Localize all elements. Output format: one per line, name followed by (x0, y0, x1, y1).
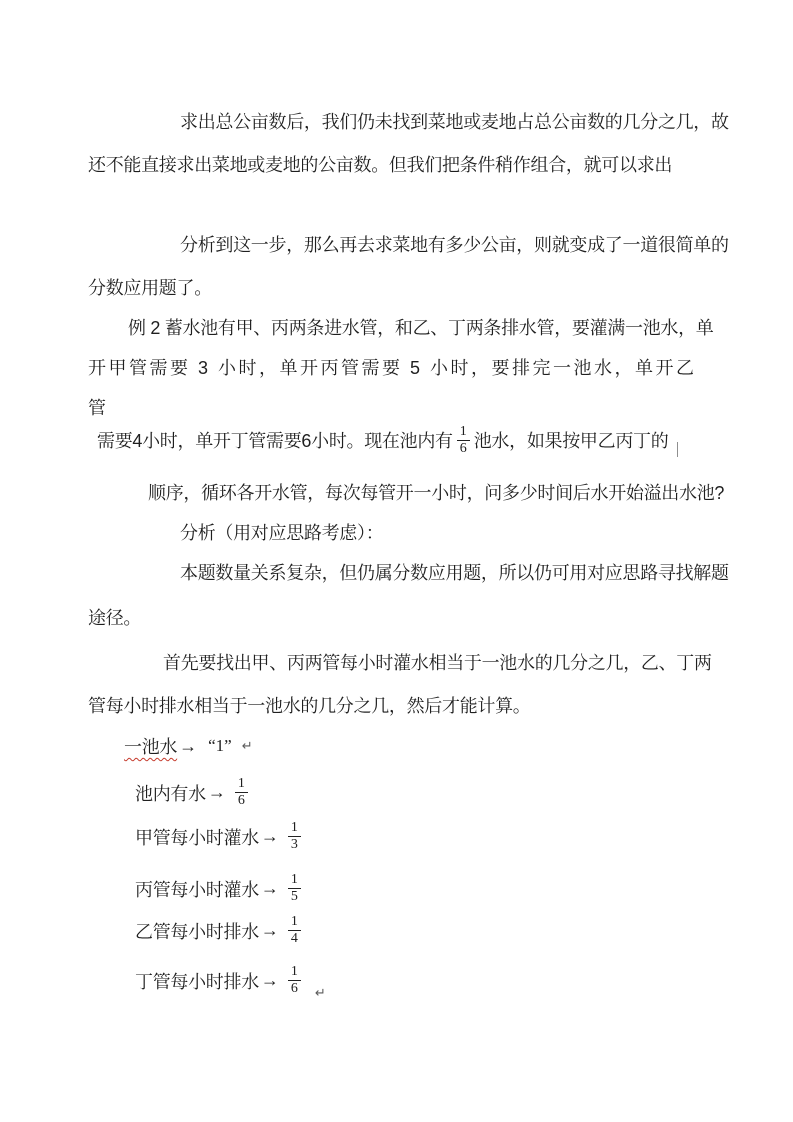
fraction-denominator: 6 (237, 793, 245, 808)
equation-text-before: 需要4小时，单开丁管需要6小时。现在池内有 (97, 430, 453, 451)
paragraph-2-line-1: 分析到这一步，那么再去求菜地有多少公亩，则就变成了一道很简单的 (180, 235, 729, 255)
arrow-icon: → (260, 878, 279, 898)
fraction-one-quarter (288, 914, 301, 947)
fraction-numerator: 1 (235, 776, 248, 793)
mapping-item-whole-pool (124, 732, 253, 760)
fraction-denominator: 4 (290, 931, 298, 946)
paragraph-7-line-2: 管每小时排水相当于一池水的几分之几，然后才能计算。 (88, 696, 531, 716)
mapping-item-pipe-ding (135, 958, 326, 1003)
fraction-numerator: 1 (288, 872, 301, 889)
mapping-label: 甲管每小时灌水 (135, 827, 259, 848)
analysis-heading-line: 分析（用对应思路考虑）： (180, 523, 384, 543)
mapping-label: 丁管每小时排水 (135, 971, 259, 992)
mapping-value: “1” (208, 736, 232, 755)
paragraph-1-line-1: 求出总公亩数后，我们仍未找到菜地或麦地占总公亩数的几分之几，故 (180, 112, 729, 132)
inline-fraction-one-sixth (457, 424, 470, 457)
line-break-icon: ↵ (314, 985, 326, 1000)
mapping-label: 丙管每小时灌水 (135, 879, 259, 900)
fraction-one-sixth (235, 776, 248, 809)
fraction-one-third (288, 820, 301, 853)
arrow-icon: → (260, 826, 279, 846)
arrow-icon: → (179, 735, 198, 756)
equation-text-after: 池水，如果按甲乙丙丁的 (473, 430, 669, 451)
equation-line (97, 424, 679, 457)
fraction-denominator: 6 (290, 981, 298, 996)
fraction-one-sixth (288, 964, 301, 997)
mapping-item-water-in-pool (135, 770, 252, 815)
arrow-icon: → (260, 920, 279, 940)
fraction-denominator: 6 (459, 441, 467, 457)
paragraph-6-line-1: 本题数量关系复杂，但仍属分数应用题，所以仍可用对应思路寻找解题 (180, 563, 729, 583)
fraction-denominator: 3 (290, 837, 298, 852)
mapping-label: 池内有水 (135, 783, 206, 804)
line-break-icon: ↵ (241, 738, 253, 753)
example-2-line-1: 例 2 蓄水池有甲、丙两条进水管，和乙、丁两条排水管，要灌满一池水，单 (128, 318, 714, 338)
arrow-icon: → (260, 970, 279, 990)
paragraph-1-line-2: 还不能直接求出菜地或麦地的公亩数。但我们把条件稍作组合，就可以求出 (88, 155, 673, 175)
mapping-label: 乙管每小时排水 (135, 921, 259, 942)
equation-line-2: 顺序，循环各开水管，每次每管开一小时，问多少时间后水开始溢出水池? (148, 483, 725, 503)
example-2-line-2: 开甲管需要 3 小时，单开丙管需要 5 小时，要排完一池水，单开乙 (88, 358, 697, 378)
mapping-label: 一池水 (124, 737, 178, 757)
mapping-item-pipe-jia (135, 814, 305, 859)
paragraph-7-line-1: 首先要找出甲、丙两管每小时灌水相当于一池水的几分之几，乙、丁两 (163, 653, 712, 673)
paragraph-2-line-2: 分数应用题了。 (88, 278, 212, 298)
mapping-item-pipe-bing (135, 866, 305, 911)
paragraph-6-line-2: 途径。 (88, 608, 142, 628)
arrow-icon: → (207, 782, 226, 802)
mapping-item-pipe-yi (135, 908, 305, 953)
fraction-denominator: 5 (290, 889, 298, 904)
text-boundary-mark (677, 442, 679, 457)
example-2-line-3: 管 (88, 398, 106, 418)
fraction-numerator: 1 (288, 964, 301, 981)
fraction-numerator: 1 (457, 424, 470, 441)
fraction-numerator: 1 (288, 820, 301, 837)
fraction-one-fifth (288, 872, 301, 905)
fraction-numerator: 1 (288, 914, 301, 931)
